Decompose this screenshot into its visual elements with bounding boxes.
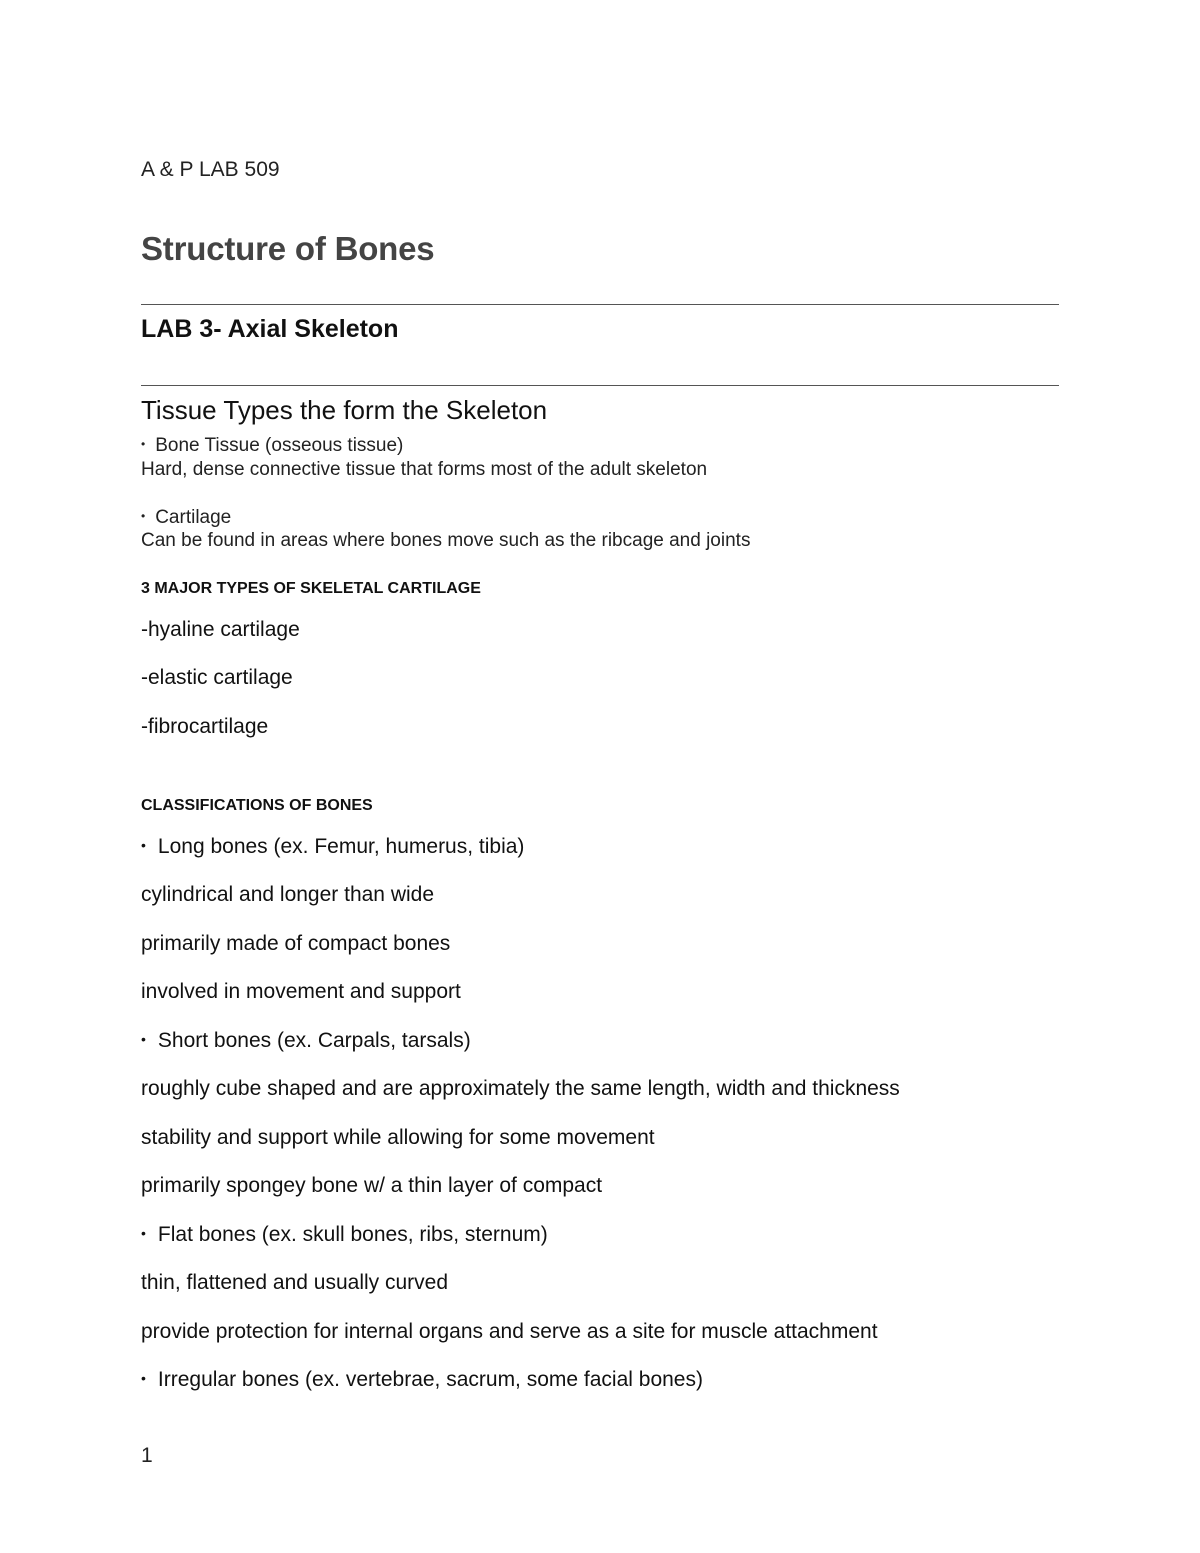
document-title: Structure of Bones bbox=[141, 230, 435, 267]
bone-class-label: • Irregular bones (ex. vertebrae, sacrum, some facial bones) bbox=[141, 1368, 703, 1392]
divider-line bbox=[141, 385, 1059, 386]
bone-class-detail: provide protection for internal organs and serve as a site for muscle attachment bbox=[141, 1320, 878, 1343]
cartilage-type: -hyaline cartilage bbox=[141, 618, 300, 641]
divider-line bbox=[141, 304, 1059, 305]
bone-class-detail: thin, flattened and usually curved bbox=[141, 1271, 449, 1294]
bone-class-detail: involved in movement and support bbox=[141, 980, 461, 1003]
classification-section-heading: CLASSIFICATIONS OF BONES bbox=[141, 797, 373, 814]
bone-class-label: • Flat bones (ex. skull bones, ribs, sternum) bbox=[141, 1223, 548, 1247]
cartilage-type: -elastic cartilage bbox=[141, 666, 293, 689]
bone-class-detail: primarily made of compact bones bbox=[141, 932, 451, 955]
lab-heading: LAB 3- Axial Skeleton bbox=[141, 315, 399, 343]
tissue-item-description: Hard, dense connective tissue that forms most of the adult skeleton bbox=[141, 459, 708, 480]
course-label: A & P LAB 509 bbox=[141, 158, 280, 181]
bone-class-detail: primarily spongey bone w/ a thin layer of compact bbox=[141, 1174, 603, 1197]
bone-class-detail: stability and support while allowing for some movement bbox=[141, 1126, 655, 1149]
tissue-item-label: • Cartilage bbox=[141, 507, 231, 529]
page-number: 1 bbox=[141, 1444, 153, 1467]
bone-class-detail: cylindrical and longer than wide bbox=[141, 883, 435, 906]
bone-class-detail: roughly cube shaped and are approximately the same length, width and thickness bbox=[141, 1077, 900, 1100]
tissue-section-title: Tissue Types the form the Skeleton bbox=[141, 395, 548, 425]
cartilage-section-heading: 3 MAJOR TYPES OF SKELETAL CARTILAGE bbox=[141, 580, 481, 597]
tissue-item-label: • Bone Tissue (osseous tissue) bbox=[141, 435, 403, 457]
tissue-item-description: Can be found in areas where bones move such as the ribcage and joints bbox=[141, 530, 751, 551]
bone-class-label: • Short bones (ex. Carpals, tarsals) bbox=[141, 1029, 471, 1053]
bone-class-label: • Long bones (ex. Femur, humerus, tibia) bbox=[141, 835, 524, 859]
cartilage-type: -fibrocartilage bbox=[141, 715, 269, 738]
